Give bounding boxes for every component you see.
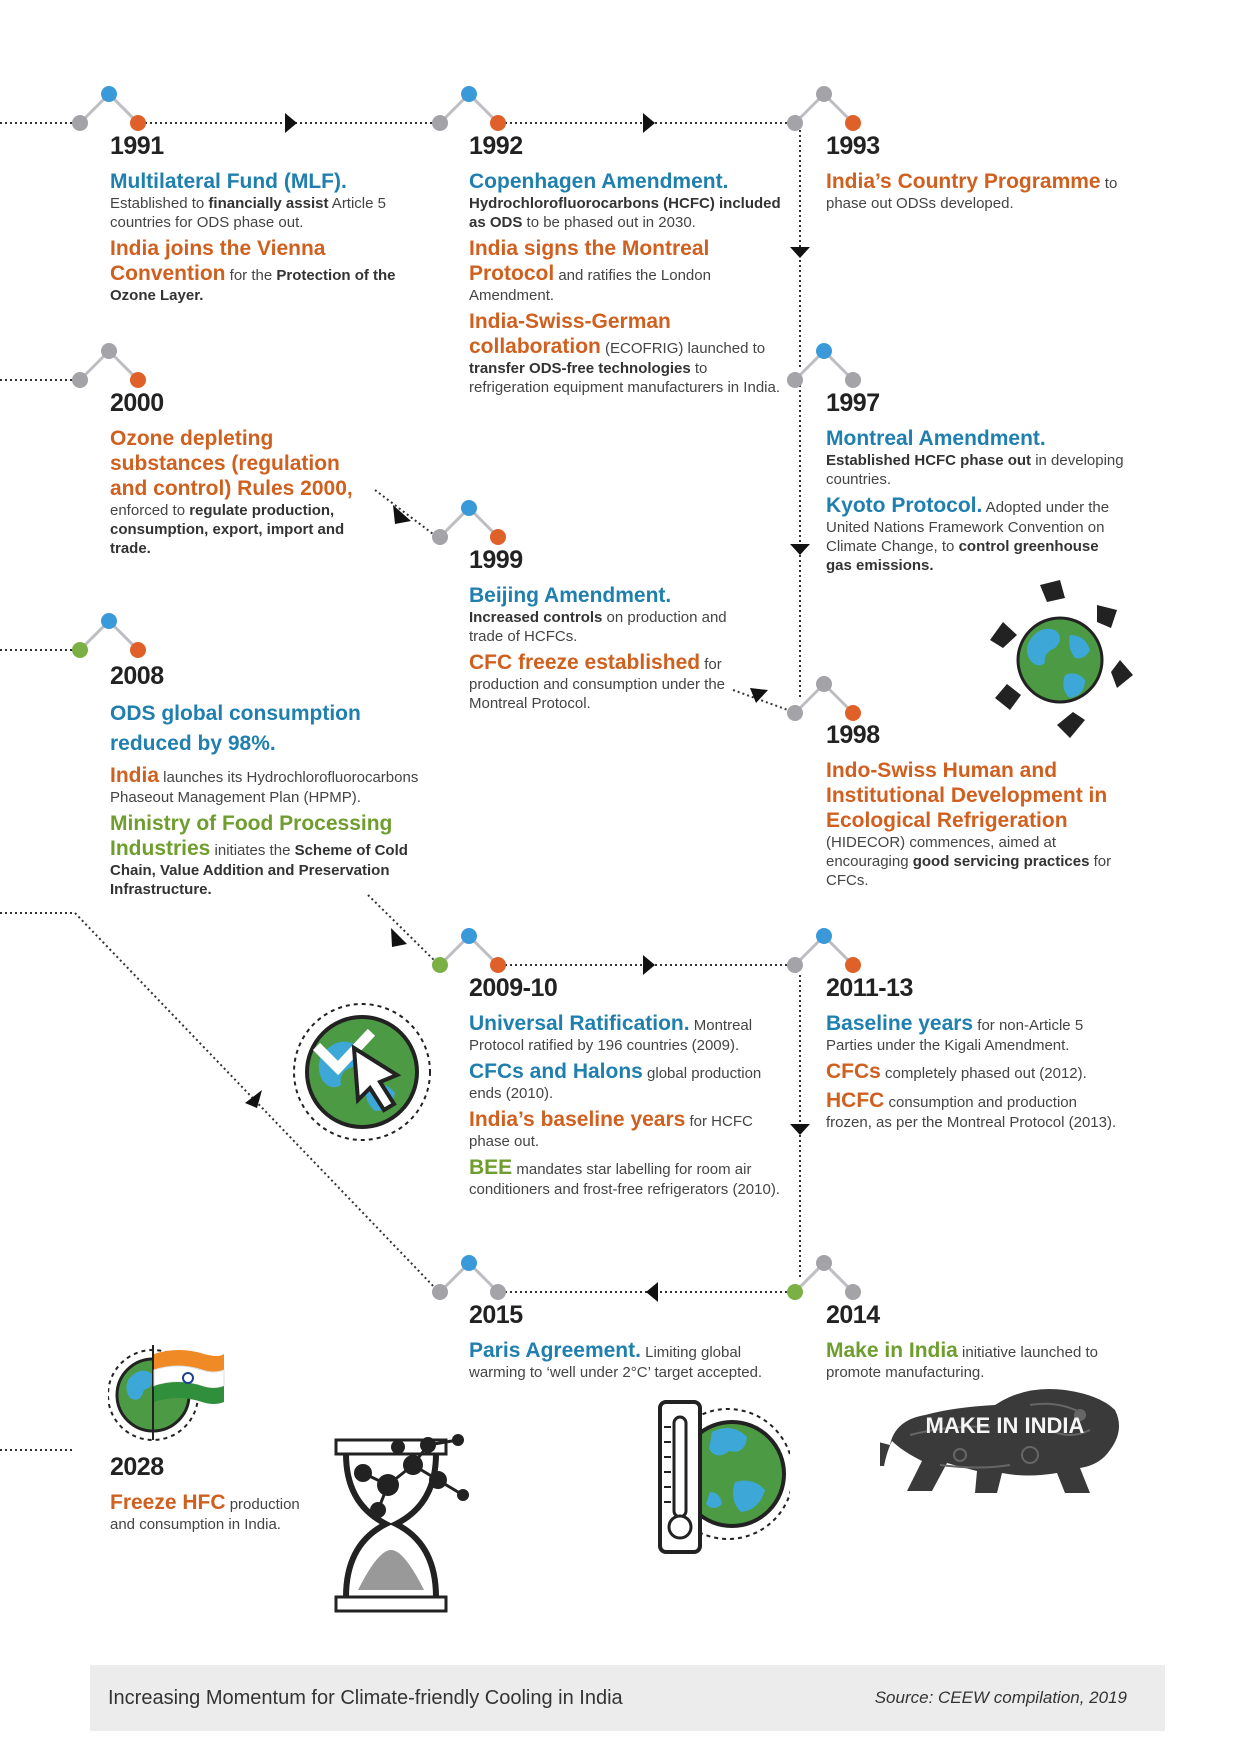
year-1991: 1991 — [110, 132, 164, 160]
event-2008 — [110, 662, 430, 903]
node-top-dot — [816, 1255, 832, 1271]
year-2009-10: 2009-10 — [469, 974, 558, 1002]
event-1998 — [826, 721, 1126, 894]
node-top-dot — [461, 1255, 477, 1271]
mofpi-entry — [110, 811, 430, 899]
node-left-dot — [432, 529, 448, 545]
node-left-dot — [72, 115, 88, 131]
node-2009-10 — [432, 928, 506, 973]
beijing-title: Beijing Amendment. — [469, 584, 672, 607]
ods-consumption-title: ODS global consumption reduced by 98%. — [110, 702, 361, 755]
hidecor-text-a: (HIDECOR) commences, aimed at encouraging — [826, 834, 1057, 870]
node-2014 — [787, 1255, 861, 1300]
year-2008: 2008 — [110, 662, 164, 690]
node-left-dot — [787, 957, 803, 973]
event-1992 — [469, 132, 781, 401]
country-programme-title: India’s Country Programme — [826, 170, 1101, 193]
node-2015 — [432, 1255, 506, 1300]
hcfc-frozen-title: HCFC — [826, 1089, 885, 1112]
node-right-dot — [130, 642, 146, 658]
footer-caption: Increasing Momentum for Climate-friendly Cooling in India — [108, 1687, 623, 1709]
event-2000 — [110, 389, 380, 562]
node-left-dot — [432, 1284, 448, 1300]
hidecor-text-c: for CFCs. — [826, 853, 1112, 889]
copenhagen-title: Copenhagen Amendment. — [469, 170, 729, 193]
montreal-sign-entry — [469, 236, 781, 305]
kyoto-text-a: Adopted under the United Nations Framework Convention on Climate Change, to — [826, 499, 1110, 555]
year-2011-13: 2011-13 — [826, 974, 913, 1002]
year-1998: 1998 — [826, 721, 880, 749]
ods-consumption-entry — [110, 699, 430, 759]
node-right-dot — [845, 1284, 861, 1300]
kyoto-entry — [826, 493, 1126, 575]
montreal-amendment-text-b: in developing countries. — [826, 452, 1124, 488]
node-left-dot — [72, 372, 88, 388]
globe-check-cursor-icon — [292, 1000, 432, 1145]
india-baseline-text: for HCFC phase out. — [469, 1113, 753, 1150]
node-right-dot — [490, 957, 506, 973]
node-right-dot — [845, 372, 861, 388]
event-1999 — [469, 546, 744, 717]
node-2000 — [72, 343, 146, 388]
paris-title: Paris Agreement. — [469, 1339, 641, 1362]
node-right-dot — [490, 115, 506, 131]
make-in-india-title: Make in India — [826, 1339, 958, 1362]
node-right-dot — [490, 529, 506, 545]
node-left-dot — [432, 115, 448, 131]
ecofrig-entry — [469, 309, 781, 397]
year-2000: 2000 — [110, 389, 164, 417]
node-top-dot — [461, 86, 477, 102]
year-2015: 2015 — [469, 1301, 523, 1329]
node-left-dot — [787, 115, 803, 131]
node-top-dot — [461, 928, 477, 944]
bee-text: mandates star labelling for room air conditioners and frost-free refrigerators (2010). — [469, 1161, 780, 1198]
node-left-dot — [787, 1284, 803, 1300]
year-2014: 2014 — [826, 1301, 880, 1329]
mlf-entry — [110, 169, 430, 232]
node-2008 — [72, 613, 146, 658]
mlf-text-c: Article 5 countries for ODS phase out. — [110, 195, 386, 231]
kigali-baseline-title: Baseline years — [826, 1012, 974, 1035]
node-1992 — [432, 86, 506, 131]
mofpi-text-b: Scheme of Cold Chain, Value Addition and Preservation Infrastructure. — [110, 842, 408, 898]
event-2014 — [826, 1301, 1126, 1386]
hpmp-entry — [110, 763, 430, 807]
hpmp-text: launches its Hydrochlorofluorocarbons Phaseout Management Plan (HPMP). — [110, 769, 419, 806]
kigali-baseline-text: for non-Article 5 Parties under the Kigali Amendment. — [826, 1017, 1084, 1054]
node-right-dot — [845, 115, 861, 131]
node-right-dot — [845, 957, 861, 973]
vienna-title: India joins the Vienna Convention — [110, 237, 326, 285]
node-right-dot — [130, 372, 146, 388]
node-right-dot — [845, 705, 861, 721]
ods-rules-text-a: enforced to — [110, 502, 190, 519]
thermometer-globe-icon — [640, 1392, 790, 1562]
ods-rules-title: Ozone depleting substances (regulation and control) Rules 2000, — [110, 427, 353, 500]
node-left-dot — [787, 705, 803, 721]
hidecor-text-b: good servicing practices — [912, 853, 1090, 870]
montreal-sign-title: India signs the Montreal Protocol — [469, 237, 710, 285]
paris-text: Limiting global warming to ‘well under 2°C’ target accepted. — [469, 1344, 763, 1381]
node-top-dot — [101, 86, 117, 102]
kyoto-text-b: control greenhouse gas emissions. — [826, 538, 1099, 574]
montreal-amendment-text-a: Established HCFC phase out — [826, 452, 1032, 469]
hcfc-frozen-text: consumption and production frozen, as per the Montreal Protocol (2013). — [826, 1094, 1117, 1131]
hidecor-title: Indo-Swiss Human and Institutional Development in Ecological Refrigeration — [826, 759, 1108, 832]
globe-india-flag-icon — [108, 1340, 228, 1445]
year-1997: 1997 — [826, 389, 880, 417]
node-left-dot — [432, 957, 448, 973]
mofpi-title: Ministry of Food Processing Industries — [110, 812, 393, 860]
bee-title: BEE — [469, 1156, 513, 1179]
india-baseline-title: India’s baseline years — [469, 1108, 686, 1131]
copenhagen-entry — [469, 169, 781, 232]
node-right-dot — [490, 1284, 506, 1300]
vienna-entry — [110, 236, 430, 305]
freeze-hfc-entry — [110, 1490, 320, 1534]
kigali-baseline-entry — [826, 1011, 1126, 1055]
freeze-hfc-title: Freeze HFC — [110, 1491, 226, 1514]
cfcs-halons-entry — [469, 1059, 781, 1103]
bee-entry — [469, 1155, 781, 1199]
event-2011-13 — [826, 974, 1126, 1136]
event-2015 — [469, 1301, 799, 1386]
country-programme-text: to phase out ODSs developed. — [826, 175, 1118, 212]
node-top-dot — [101, 613, 117, 629]
beijing-text-a: Increased controls — [469, 609, 603, 626]
make-in-india-logo-text: MAKE IN INDIA — [925, 1413, 1085, 1438]
mlf-title: Multilateral Fund (MLF). — [110, 170, 347, 193]
node-top-dot — [101, 343, 117, 359]
cfcs-phased-title: CFCs — [826, 1060, 881, 1083]
mlf-text-b: financially assist — [208, 195, 329, 212]
ods-rules-text-b: regulate production, consumption, export, import and trade. — [110, 502, 345, 557]
node-1999 — [432, 500, 506, 545]
kyoto-title: Kyoto Protocol. — [826, 494, 983, 517]
event-1993 — [826, 132, 1126, 217]
event-1997 — [826, 389, 1126, 579]
footer-bar — [90, 1665, 1165, 1731]
cfc-freeze-title: CFC freeze established — [469, 651, 701, 674]
footer-source: Source: CEEW compilation, 2019 — [874, 1688, 1127, 1707]
cfcs-phased-text: completely phased out (2012). — [880, 1065, 1087, 1082]
node-1991 — [72, 86, 146, 131]
cfcs-halons-text: global production ends (2010). — [469, 1065, 762, 1102]
cfcs-phased-entry — [826, 1059, 1126, 1084]
event-2028 — [110, 1453, 320, 1538]
universal-ratification-entry — [469, 1011, 781, 1055]
vienna-text-b: Protection of the Ozone Layer. — [110, 267, 396, 304]
node-top-dot — [461, 500, 477, 516]
beijing-entry — [469, 583, 744, 646]
node-top-dot — [816, 928, 832, 944]
make-in-india-text: initiative launched to promote manufacturing. — [826, 1344, 1098, 1381]
country-programme-entry — [826, 169, 1126, 213]
cfc-freeze-entry — [469, 650, 744, 713]
cfcs-halons-title: CFCs and Halons — [469, 1060, 643, 1083]
node-2011-13 — [787, 928, 861, 973]
hpmp-title: India — [110, 764, 160, 787]
copenhagen-text-a: Hydrochlorofluorocarbons (HCFC) included as ODS — [469, 195, 781, 231]
hidecor-entry — [826, 758, 1126, 890]
ecofrig-text-b: transfer ODS-free technologies — [469, 360, 691, 377]
ecofrig-text-c: to refrigeration equipment manufacturers in India. — [469, 360, 781, 396]
cfc-freeze-text: for production and consumption under the Montreal Protocol. — [469, 656, 726, 712]
year-2028: 2028 — [110, 1453, 164, 1481]
node-left-dot — [72, 642, 88, 658]
node-top-dot — [816, 676, 832, 692]
copenhagen-text-b: to be phased out in 2030. — [522, 214, 696, 231]
ods-rules-entry — [110, 426, 380, 558]
beijing-text-b: on production and trade of HCFCs. — [469, 609, 727, 645]
montreal-amendment-entry — [826, 426, 1126, 489]
ecofrig-title: India-Swiss-German collaboration — [469, 310, 671, 358]
freeze-hfc-text: production and consumption in India. — [110, 1496, 300, 1533]
node-1998 — [787, 676, 861, 721]
india-baseline-entry — [469, 1107, 781, 1151]
node-left-dot — [787, 372, 803, 388]
paris-entry — [469, 1338, 799, 1382]
montreal-sign-text: and ratifies the London Amendment. — [469, 267, 711, 304]
montreal-amendment-title: Montreal Amendment. — [826, 427, 1046, 450]
universal-ratification-title: Universal Ratification. — [469, 1012, 690, 1035]
node-top-dot — [816, 86, 832, 102]
year-1993: 1993 — [826, 132, 880, 160]
mlf-text-a: Established to — [110, 195, 209, 212]
hcfc-frozen-entry — [826, 1088, 1126, 1132]
globe-recycle-icon — [985, 580, 1135, 740]
year-1999: 1999 — [469, 546, 523, 574]
vienna-text-a: for the — [225, 267, 277, 284]
year-1992: 1992 — [469, 132, 523, 160]
node-1993 — [787, 86, 861, 131]
ecofrig-text-a: (ECOFRIG) launched to — [600, 340, 766, 357]
node-1997 — [787, 343, 861, 388]
mofpi-text-a: initiates the — [210, 842, 295, 859]
event-1991 — [110, 132, 430, 309]
event-2009-10 — [469, 974, 781, 1203]
node-right-dot — [130, 115, 146, 131]
make-in-india-lion-icon — [880, 1375, 1130, 1505]
node-top-dot — [816, 343, 832, 359]
hourglass-molecule-icon — [328, 1425, 478, 1625]
universal-ratification-text: Montreal Protocol ratified by 196 countries (2009). — [469, 1017, 753, 1054]
